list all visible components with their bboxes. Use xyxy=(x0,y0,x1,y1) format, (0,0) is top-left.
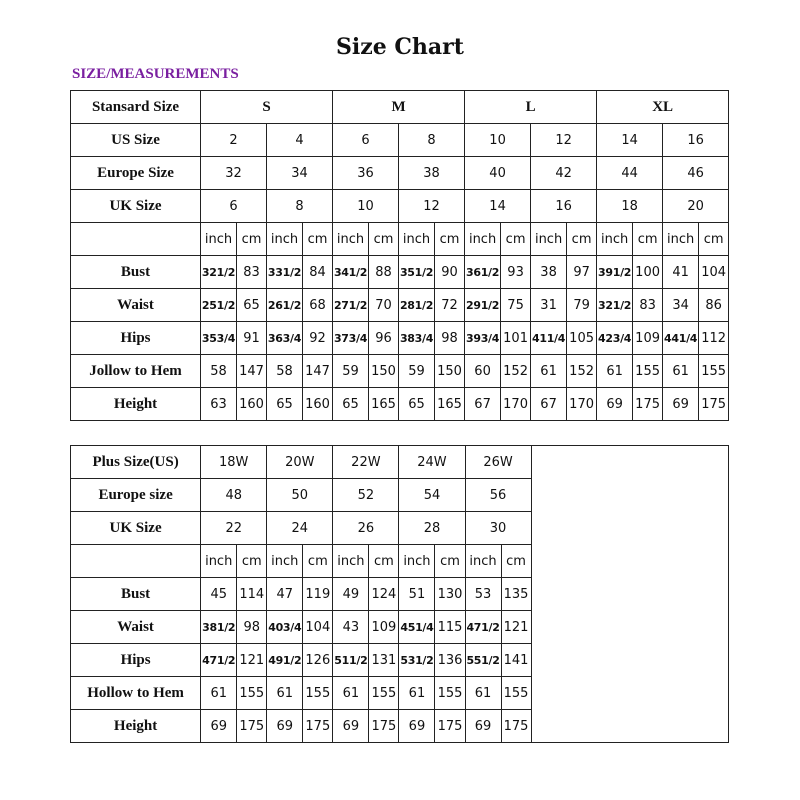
plus-europe-value: 56 xyxy=(465,479,531,512)
plus-hollow-value: 61 xyxy=(267,677,303,710)
height-value: 67 xyxy=(531,388,567,421)
waist-value: 31 xyxy=(531,289,567,322)
hips-value: 353/4 xyxy=(201,322,237,355)
waist-label: Waist xyxy=(71,289,201,322)
bust-value: 331/2 xyxy=(267,256,303,289)
plus-unit-cm: cm xyxy=(303,545,333,578)
plus-height-value: 175 xyxy=(303,710,333,743)
height-value: 65 xyxy=(267,388,303,421)
plus-unit-cm: cm xyxy=(369,545,399,578)
unit-cm: cm xyxy=(369,223,399,256)
plus-waist-value: 381/2 xyxy=(201,611,237,644)
plus-hollow-value: 155 xyxy=(369,677,399,710)
hips-value: 393/4 xyxy=(465,322,501,355)
hollow-value: 150 xyxy=(369,355,399,388)
uk-size-value: 12 xyxy=(399,190,465,223)
hips-value: 91 xyxy=(237,322,267,355)
plus-height-value: 69 xyxy=(333,710,369,743)
hips-value: 363/4 xyxy=(267,322,303,355)
uk-size-row xyxy=(71,190,729,223)
plus-height-value: 175 xyxy=(369,710,399,743)
us-size-value: 2 xyxy=(201,124,267,157)
uk-size-value: 8 xyxy=(267,190,333,223)
waist-value: 65 xyxy=(237,289,267,322)
size-group-m: M xyxy=(333,91,465,124)
plus-size-table xyxy=(70,445,729,743)
hips-value: 112 xyxy=(699,322,729,355)
plus-height-value: 69 xyxy=(267,710,303,743)
plus-height-value: 69 xyxy=(399,710,435,743)
plus-hollow-value: 155 xyxy=(237,677,267,710)
plus-waist-value: 109 xyxy=(369,611,399,644)
unit-cm: cm xyxy=(435,223,465,256)
plus-uk-label: UK Size xyxy=(71,512,201,545)
plus-uk-value: 22 xyxy=(201,512,267,545)
bust-value: 41 xyxy=(663,256,699,289)
bust-value: 321/2 xyxy=(201,256,237,289)
plus-hollow-value: 155 xyxy=(303,677,333,710)
hips-value: 411/4 xyxy=(531,322,567,355)
bust-value: 100 xyxy=(633,256,663,289)
plus-unit-inch: inch xyxy=(333,545,369,578)
plus-waist-value: 403/4 xyxy=(267,611,303,644)
europe-size-value: 44 xyxy=(597,157,663,190)
unit-inch: inch xyxy=(465,223,501,256)
height-value: 69 xyxy=(597,388,633,421)
plus-hips-value: 491/2 xyxy=(267,644,303,677)
europe-size-label: Europe Size xyxy=(71,157,201,190)
waist-value: 86 xyxy=(699,289,729,322)
unit-cm: cm xyxy=(699,223,729,256)
plus-uk-value: 24 xyxy=(267,512,333,545)
uk-size-value: 6 xyxy=(201,190,267,223)
plus-bust-label: Bust xyxy=(71,578,201,611)
bust-value: 391/2 xyxy=(597,256,633,289)
unit-inch: inch xyxy=(201,223,237,256)
hollow-value: 61 xyxy=(663,355,699,388)
height-row xyxy=(71,388,729,421)
unit-row xyxy=(71,223,729,256)
height-value: 63 xyxy=(201,388,237,421)
hollow-row xyxy=(71,355,729,388)
us-size-value: 16 xyxy=(663,124,729,157)
hips-value: 92 xyxy=(303,322,333,355)
hips-value: 109 xyxy=(633,322,663,355)
hollow-value: 147 xyxy=(237,355,267,388)
plus-hips-value: 136 xyxy=(435,644,465,677)
us-size-value: 12 xyxy=(531,124,597,157)
plus-unit-inch: inch xyxy=(267,545,303,578)
plus-height-value: 175 xyxy=(237,710,267,743)
height-value: 160 xyxy=(237,388,267,421)
hips-value: 423/4 xyxy=(597,322,633,355)
plus-unit-inch: inch xyxy=(465,545,501,578)
plus-europe-label: Europe size xyxy=(71,479,201,512)
bust-value: 351/2 xyxy=(399,256,435,289)
hollow-value: 58 xyxy=(201,355,237,388)
unit-inch: inch xyxy=(267,223,303,256)
us-size-value: 14 xyxy=(597,124,663,157)
plus-hollow-value: 155 xyxy=(435,677,465,710)
waist-value: 281/2 xyxy=(399,289,435,322)
waist-value: 70 xyxy=(369,289,399,322)
plus-hips-value: 551/2 xyxy=(465,644,501,677)
plus-uk-value: 28 xyxy=(399,512,465,545)
unit-cm: cm xyxy=(633,223,663,256)
hollow-value: 155 xyxy=(633,355,663,388)
plus-bust-value: 135 xyxy=(501,578,531,611)
plus-bust-value: 49 xyxy=(333,578,369,611)
plus-hips-value: 141 xyxy=(501,644,531,677)
standard-header-row xyxy=(71,91,729,124)
waist-value: 321/2 xyxy=(597,289,633,322)
waist-value: 83 xyxy=(633,289,663,322)
waist-row xyxy=(71,289,729,322)
hollow-value: 61 xyxy=(531,355,567,388)
height-value: 170 xyxy=(567,388,597,421)
height-value: 165 xyxy=(369,388,399,421)
waist-value: 271/2 xyxy=(333,289,369,322)
europe-size-row xyxy=(71,157,729,190)
plus-unit-cm: cm xyxy=(501,545,531,578)
plus-hips-value: 126 xyxy=(303,644,333,677)
section-subtitle: SIZE/MEASUREMENTS xyxy=(72,66,239,82)
plus-height-value: 69 xyxy=(465,710,501,743)
hips-value: 101 xyxy=(501,322,531,355)
plus-hollow-value: 61 xyxy=(399,677,435,710)
bust-row xyxy=(71,256,729,289)
plus-europe-value: 48 xyxy=(201,479,267,512)
unit-cm: cm xyxy=(567,223,597,256)
uk-size-value: 14 xyxy=(465,190,531,223)
unit-cm: cm xyxy=(237,223,267,256)
plus-hips-value: 511/2 xyxy=(333,644,369,677)
hollow-value: 61 xyxy=(597,355,633,388)
plus-unit-inch: inch xyxy=(201,545,237,578)
plus-hips-value: 131 xyxy=(369,644,399,677)
hollow-value: 150 xyxy=(435,355,465,388)
height-value: 65 xyxy=(333,388,369,421)
plus-waist-value: 451/4 xyxy=(399,611,435,644)
plus-unit-cm: cm xyxy=(435,545,465,578)
plus-hollow-label: Hollow to Hem xyxy=(71,677,201,710)
plus-header-row xyxy=(71,446,729,479)
hollow-value: 152 xyxy=(567,355,597,388)
europe-size-value: 36 xyxy=(333,157,399,190)
bust-value: 97 xyxy=(567,256,597,289)
plus-bust-value: 114 xyxy=(237,578,267,611)
unit-inch: inch xyxy=(663,223,699,256)
uk-size-value: 18 xyxy=(597,190,663,223)
size-group-l: L xyxy=(465,91,597,124)
plus-hollow-value: 61 xyxy=(333,677,369,710)
europe-size-value: 38 xyxy=(399,157,465,190)
plus-size-22w: 22W xyxy=(333,446,399,479)
plus-size-24w: 24W xyxy=(399,446,465,479)
europe-size-value: 46 xyxy=(663,157,729,190)
waist-value: 68 xyxy=(303,289,333,322)
uk-size-value: 16 xyxy=(531,190,597,223)
plus-europe-value: 54 xyxy=(399,479,465,512)
height-value: 165 xyxy=(435,388,465,421)
unit-cm: cm xyxy=(303,223,333,256)
us-size-value: 4 xyxy=(267,124,333,157)
plus-bust-value: 124 xyxy=(369,578,399,611)
hollow-value: 152 xyxy=(501,355,531,388)
hips-value: 441/4 xyxy=(663,322,699,355)
bust-value: 93 xyxy=(501,256,531,289)
europe-size-value: 32 xyxy=(201,157,267,190)
bust-value: 90 xyxy=(435,256,465,289)
plus-waist-value: 121 xyxy=(501,611,531,644)
hollow-value: 58 xyxy=(267,355,303,388)
waist-value: 75 xyxy=(501,289,531,322)
standard-size-table xyxy=(70,90,729,421)
hips-value: 98 xyxy=(435,322,465,355)
hollow-value: 155 xyxy=(699,355,729,388)
unit-cm: cm xyxy=(501,223,531,256)
height-value: 170 xyxy=(501,388,531,421)
plus-height-value: 69 xyxy=(201,710,237,743)
size-group-xl: XL xyxy=(597,91,729,124)
height-value: 175 xyxy=(699,388,729,421)
unit-inch: inch xyxy=(333,223,369,256)
waist-value: 72 xyxy=(435,289,465,322)
hips-label: Hips xyxy=(71,322,201,355)
bust-value: 38 xyxy=(531,256,567,289)
plus-uk-value: 26 xyxy=(333,512,399,545)
height-value: 160 xyxy=(303,388,333,421)
us-size-value: 8 xyxy=(399,124,465,157)
plus-hips-label: Hips xyxy=(71,644,201,677)
bust-value: 361/2 xyxy=(465,256,501,289)
plus-height-value: 175 xyxy=(501,710,531,743)
hips-value: 383/4 xyxy=(399,322,435,355)
plus-waist-value: 43 xyxy=(333,611,369,644)
us-size-label: US Size xyxy=(71,124,201,157)
bust-value: 83 xyxy=(237,256,267,289)
waist-value: 251/2 xyxy=(201,289,237,322)
plus-waist-value: 98 xyxy=(237,611,267,644)
bust-value: 341/2 xyxy=(333,256,369,289)
europe-size-value: 34 xyxy=(267,157,333,190)
plus-bust-value: 47 xyxy=(267,578,303,611)
plus-unit-inch: inch xyxy=(399,545,435,578)
height-label: Height xyxy=(71,388,201,421)
plus-bust-value: 45 xyxy=(201,578,237,611)
hollow-value: 59 xyxy=(399,355,435,388)
hollow-value: 60 xyxy=(465,355,501,388)
plus-hollow-value: 61 xyxy=(465,677,501,710)
uk-size-value: 10 xyxy=(333,190,399,223)
bust-label: Bust xyxy=(71,256,201,289)
height-value: 175 xyxy=(633,388,663,421)
plus-hips-value: 121 xyxy=(237,644,267,677)
us-size-value: 6 xyxy=(333,124,399,157)
page-title: Size Chart xyxy=(336,34,464,60)
bust-value: 88 xyxy=(369,256,399,289)
height-value: 65 xyxy=(399,388,435,421)
plus-size-label: Plus Size(US) xyxy=(71,446,201,479)
uk-size-value: 20 xyxy=(663,190,729,223)
unit-inch: inch xyxy=(399,223,435,256)
hips-value: 373/4 xyxy=(333,322,369,355)
plus-waist-value: 471/2 xyxy=(465,611,501,644)
plus-height-label: Height xyxy=(71,710,201,743)
plus-unit-row-label xyxy=(71,545,201,578)
height-value: 67 xyxy=(465,388,501,421)
hollow-label: Jollow to Hem xyxy=(71,355,201,388)
plus-height-value: 175 xyxy=(435,710,465,743)
plus-bust-value: 119 xyxy=(303,578,333,611)
plus-bust-value: 51 xyxy=(399,578,435,611)
plus-hollow-value: 155 xyxy=(501,677,531,710)
waist-value: 261/2 xyxy=(267,289,303,322)
plus-uk-value: 30 xyxy=(465,512,531,545)
unit-inch: inch xyxy=(597,223,633,256)
plus-hollow-value: 61 xyxy=(201,677,237,710)
plus-size-26w: 26W xyxy=(465,446,531,479)
waist-value: 34 xyxy=(663,289,699,322)
plus-size-18w: 18W xyxy=(201,446,267,479)
plus-waist-value: 104 xyxy=(303,611,333,644)
plus-size-20w: 20W xyxy=(267,446,333,479)
plus-bust-value: 130 xyxy=(435,578,465,611)
unit-inch: inch xyxy=(531,223,567,256)
unit-row-label xyxy=(71,223,201,256)
hollow-value: 147 xyxy=(303,355,333,388)
hips-value: 96 xyxy=(369,322,399,355)
europe-size-value: 42 xyxy=(531,157,597,190)
hips-value: 105 xyxy=(567,322,597,355)
plus-unit-cm: cm xyxy=(237,545,267,578)
plus-waist-label: Waist xyxy=(71,611,201,644)
us-size-row xyxy=(71,124,729,157)
height-value: 69 xyxy=(663,388,699,421)
plus-hips-value: 531/2 xyxy=(399,644,435,677)
hollow-value: 59 xyxy=(333,355,369,388)
hips-row xyxy=(71,322,729,355)
europe-size-value: 40 xyxy=(465,157,531,190)
plus-europe-value: 52 xyxy=(333,479,399,512)
us-size-value: 10 xyxy=(465,124,531,157)
uk-size-label: UK Size xyxy=(71,190,201,223)
waist-value: 291/2 xyxy=(465,289,501,322)
plus-europe-value: 50 xyxy=(267,479,333,512)
plus-bust-value: 53 xyxy=(465,578,501,611)
standard-size-label: Stansard Size xyxy=(71,91,201,124)
bust-value: 84 xyxy=(303,256,333,289)
bust-value: 104 xyxy=(699,256,729,289)
waist-value: 79 xyxy=(567,289,597,322)
plus-waist-value: 115 xyxy=(435,611,465,644)
size-group-s: S xyxy=(201,91,333,124)
plus-hips-value: 471/2 xyxy=(201,644,237,677)
empty-area xyxy=(531,446,728,743)
